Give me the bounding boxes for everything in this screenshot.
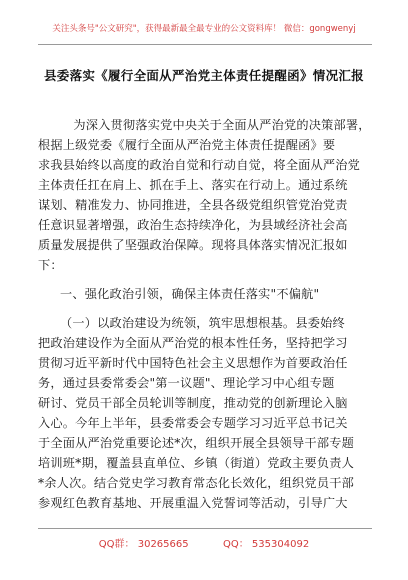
paragraph1-line: 为深入贯彻落实党中央关于全面从严治党的决策部署， [73, 118, 371, 132]
paragraph1-line: 下： [38, 258, 63, 272]
paragraph2-line: 于全面从严治党重要论述*次，组织开展全县领导干部专题 [38, 436, 354, 450]
paragraph2-line: 把政治建设作为全面从严治党的根本性任务，坚持把学习 [38, 336, 348, 350]
paragraph2-line: 贯彻习近平新时代中国特色社会主义思想作为首要政治任 [38, 356, 348, 370]
paragraph2-line: 务，通过县委常委会"第一议题"、理论学习中心组专题 [38, 376, 335, 390]
paragraph1-line: 求我县始终以高度的政治自觉和行动自觉，将全面从严治党 [38, 158, 361, 172]
paragraph1-line: 根据上级党委《履行全面从严治党主体责任提醒函》要 [38, 138, 336, 152]
header-banner: 关注头条号"公文研究"，获得最新最全最专业的公文资料库！ 微信：gongwenyj [52, 24, 356, 34]
footer-qq-group: QQ群： 30265665 [98, 539, 189, 550]
paragraph2-line: （一）以政治建设为统领，筑牢思想根基。县委始终 [59, 316, 345, 330]
paragraph2-line: 研讨、党员干部全员轮训等制度，推动党的创新理论入脑 [38, 396, 348, 410]
document-body [38, 115, 372, 513]
paragraph1-line: 主体责任扛在肩上、抓在手上、落实在行动上。通过系统 [38, 178, 348, 192]
paragraph1-line: 任意识显著增强，政治生态持续净化，为县域经济社会高 [38, 218, 348, 232]
paragraph1-line: 谋划、精准发力、协同推进，全县各级党组织管党治党责 [38, 198, 348, 212]
paragraph1-line: 质量发展提供了坚强政治保障。现将具体落实情况汇报如 [38, 238, 348, 252]
header-divider [38, 44, 372, 45]
paragraph2-line: 培训班*期，覆盖县直单位、乡镇（街道）党政主要负责人 [38, 456, 354, 470]
document-title: 县委落实《履行全面从严治党主体责任提醒函》情况汇报 [43, 68, 364, 83]
section-heading: 一、强化政治引领，确保主体责任落实"不偏航" [59, 287, 320, 301]
paragraph2-line: 入心。今年上半年，县委常委会专题学习习近平总书记关 [38, 416, 348, 430]
paragraph2-line: 参观红色教育基地、开展重温入党誓词等活动，引导广大 [38, 496, 348, 510]
footer-divider [38, 528, 372, 529]
paragraph2-line: *余人次。结合党史学习教育常态化长效化，组织党员干部 [38, 476, 354, 490]
footer-qq: QQ： 535304092 [223, 539, 310, 550]
footer-contact [0, 535, 408, 550]
